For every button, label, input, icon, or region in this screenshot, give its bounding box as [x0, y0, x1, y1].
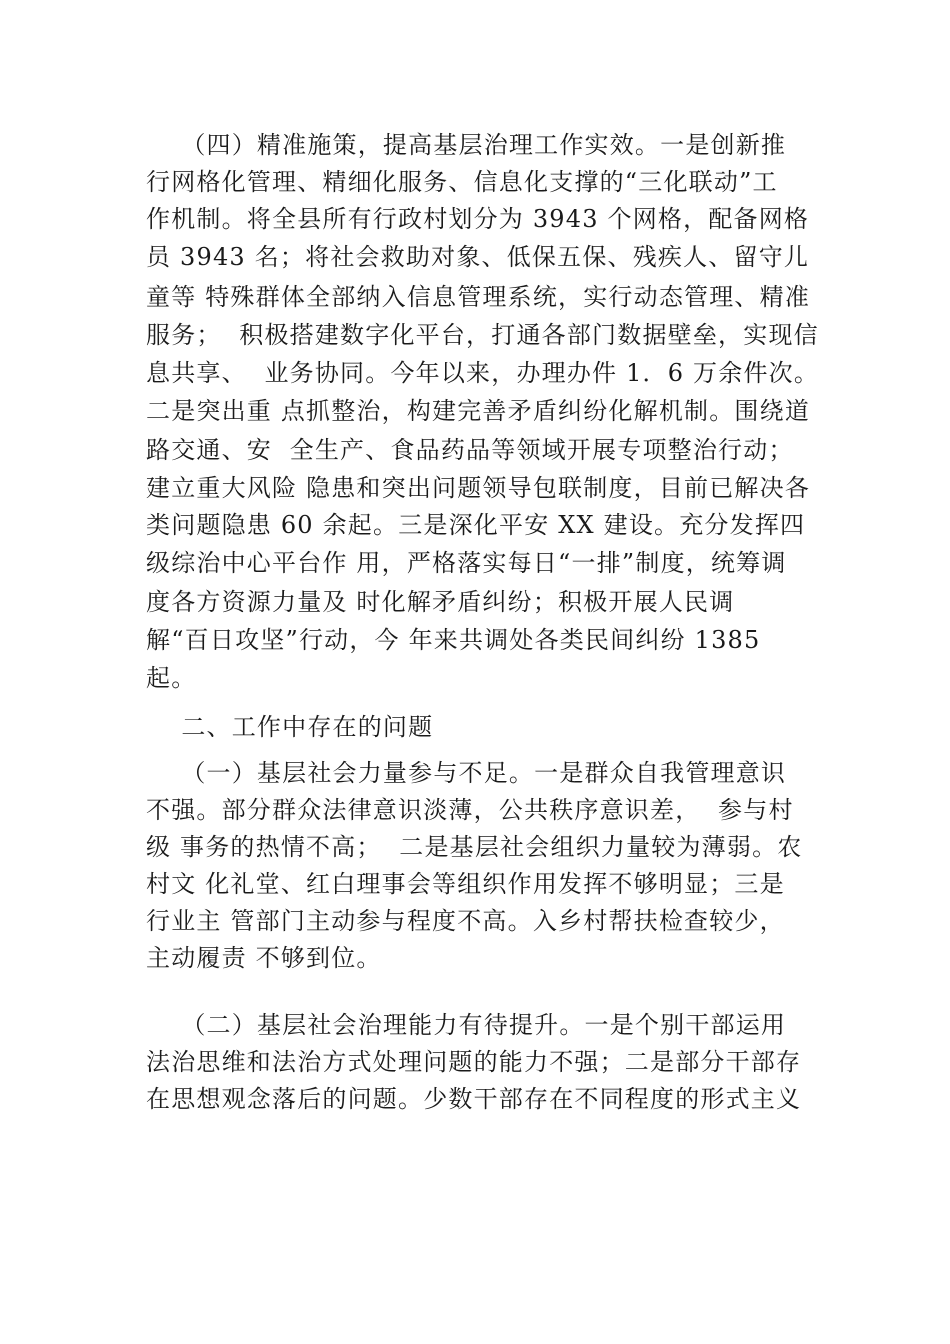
paragraph-4-line-12: 级综治中心平台作 用，严格落实每日“一排”制度，统筹调	[146, 549, 787, 577]
paragraph-2-2-line-2: 法治思维和法治方式处理问题的能力不强；二是部分干部存	[146, 1048, 802, 1076]
paragraph-4-line-2: 行网格化管理、精细化服务、信息化支撑的“三化联动”工	[146, 168, 778, 196]
paragraph-4-line-5: 童等 特殊群体全部纳入信息管理系统，实行动态管理、精准	[146, 283, 811, 311]
paragraph-2-1-line-3: 级 事务的热情不高； 二是基层社会组织力量较为薄弱。农	[146, 833, 803, 861]
paragraph-4-line-10: 建立重大风险 隐患和突出问题领导包联制度，目前已解决各	[146, 474, 811, 502]
paragraph-2-2-line-3: 在思想观念落后的问题。少数干部存在不同程度的形式主义	[146, 1085, 802, 1113]
paragraph-2-1-line-2: 不强。部分群众法律意识淡薄，公共秩序意识差， 参与村	[146, 796, 794, 824]
paragraph-4-line-11: 类问题隐患 60 余起。三是深化平安 XX 建设。充分发挥四	[146, 511, 806, 539]
paragraph-4-line-7: 息共享、 业务协同。今年以来，办理办件 1．6 万余件次。	[146, 359, 820, 387]
paragraph-4-line-3: 作机制。将全县所有行政村划分为 3943 个网格，配备网格	[146, 205, 810, 233]
paragraph-2-1-line-1: （一）基层社会力量参与不足。一是群众自我管理意识	[146, 759, 787, 787]
paragraph-4-line-14: 解“百日攻坚”行动，今 年来共调处各类民间纠纷 1385	[146, 626, 761, 654]
paragraph-4-line-15: 起。	[146, 664, 197, 692]
paragraph-4-line-9: 路交通、安 全生产、食品药品等领域开展专项整治行动；	[146, 436, 794, 464]
paragraph-2-1-line-4: 村文 化礼堂、红白理事会等组织作用发挥不够明显；三是	[146, 870, 785, 898]
paragraph-4-line-1: （四）精准施策，提高基层治理工作实效。一是创新推	[146, 131, 787, 159]
section-2-heading: 二、工作中存在的问题	[146, 713, 434, 741]
paragraph-2-1-line-6: 主动履责 不够到位。	[146, 944, 382, 972]
paragraph-4-line-6: 服务； 积极搭建数字化平台，打通各部门数据壁垒，实现信	[146, 321, 819, 349]
paragraph-4-line-4: 员 3943 名；将社会救助对象、低保五保、残疾人、留守儿	[146, 243, 810, 271]
paragraph-4-line-13: 度各方资源力量及 时化解矛盾纠纷；积极开展人民调	[146, 588, 735, 616]
paragraph-4-line-8: 二是突出重 点抓整治，构建完善矛盾纠纷化解机制。围绕道	[146, 397, 811, 425]
paragraph-2-1-line-5: 行业主 管部门主动参与程度不高。入乡村帮扶检查较少，	[146, 907, 785, 935]
paragraph-2-2-line-1: （二）基层社会治理能力有待提升。一是个别干部运用	[146, 1011, 787, 1039]
